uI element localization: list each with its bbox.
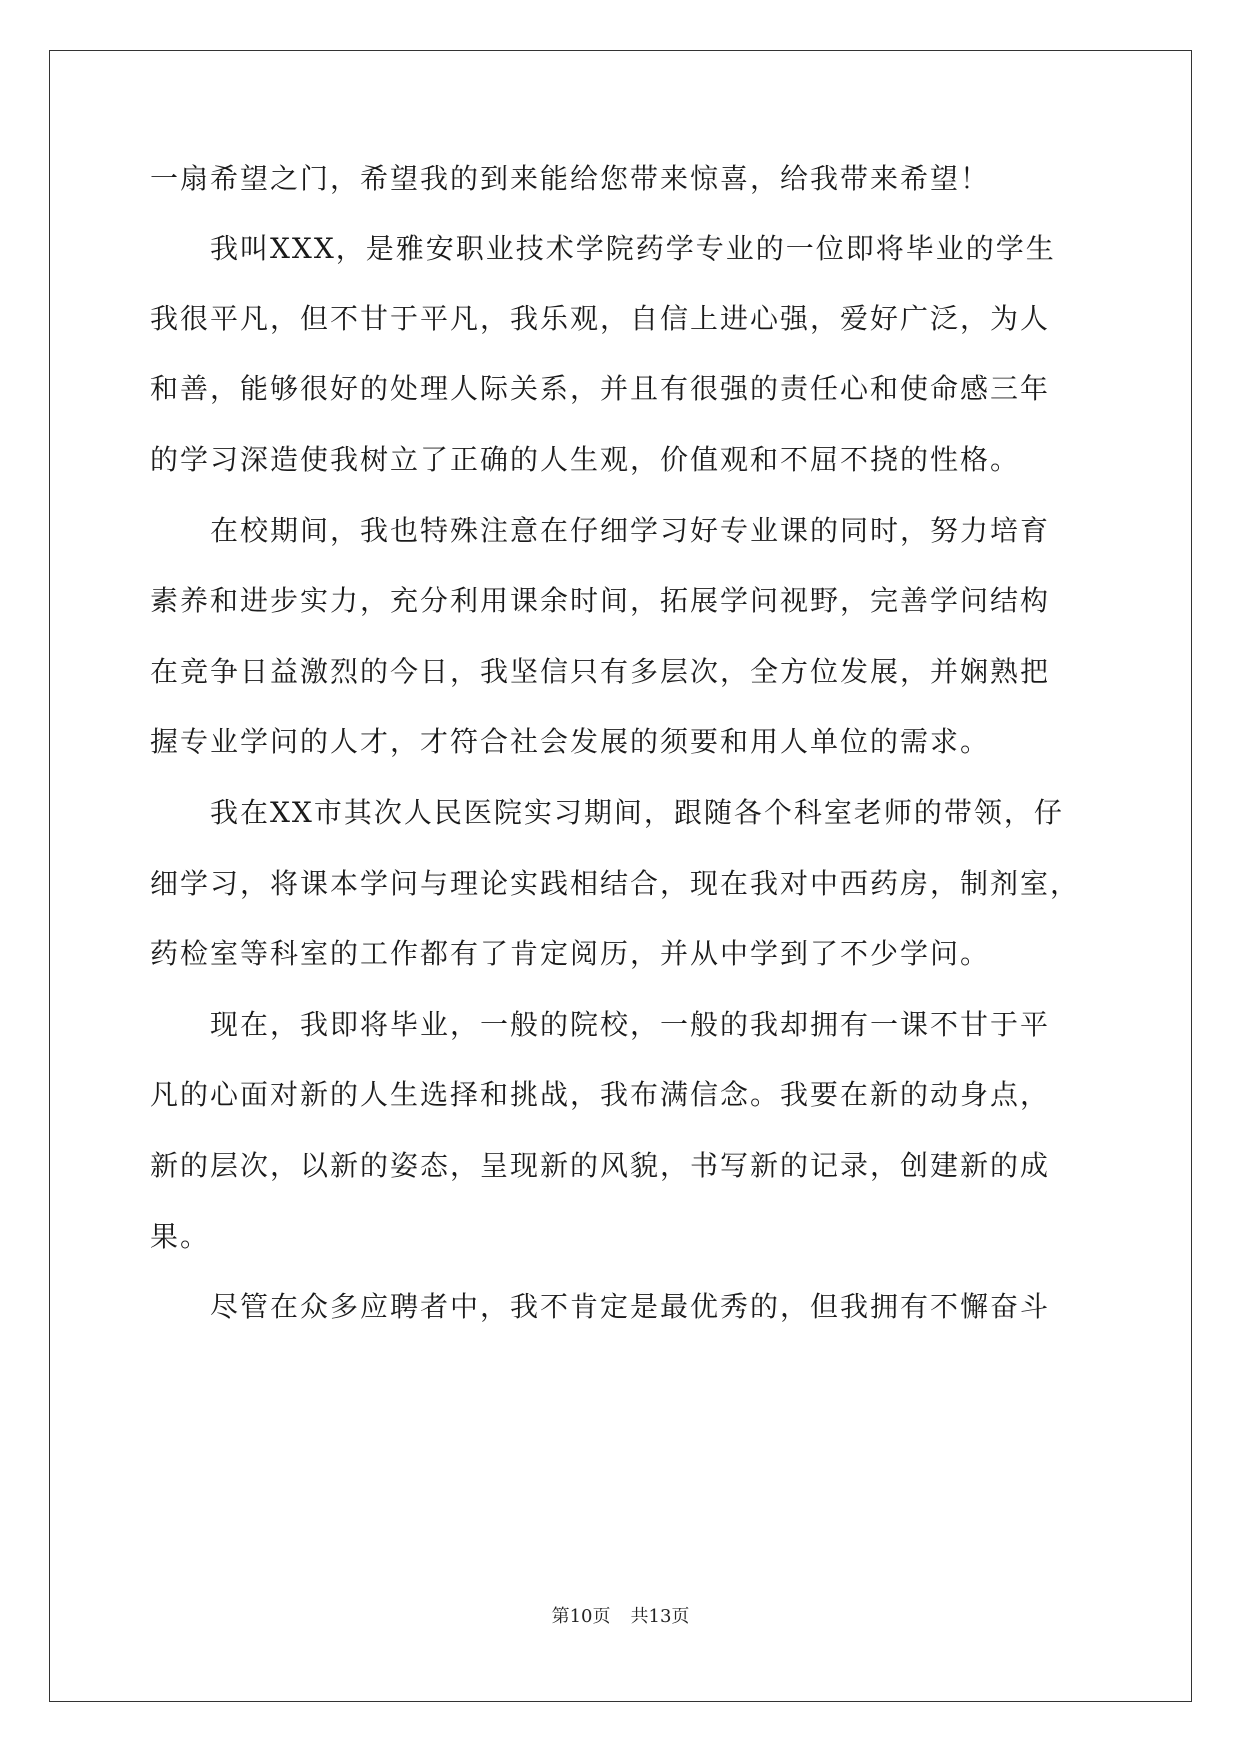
text-line: 凡的心面对新的人生选择和挑战，我布满信念。我要在新的动身点， xyxy=(150,1078,1051,1111)
text-line: 细学习，将课本学问与理论实践相结合，现在我对中西药房，制剂室， xyxy=(150,867,1081,900)
text-line: 尽管在众多应聘者中，我不肯定是最优秀的，但我拥有不懈奋斗 xyxy=(150,1290,1051,1323)
text-line: 和善，能够很好的处理人际关系，并且有很强的责任心和使命感三年 xyxy=(150,372,1051,405)
text-line: 在校期间，我也特殊注意在仔细学习好专业课的同时，努力培育 xyxy=(150,514,1051,547)
text-line: 新的层次，以新的姿态，呈现新的风貌，书写新的记录，创建新的成 xyxy=(150,1149,1051,1182)
text-line: 我在XX市其次人民医院实习期间，跟随各个科室老师的带领，仔 xyxy=(150,796,1064,829)
text-line: 我很平凡，但不甘于平凡，我乐观，自信上进心强，爱好广泛，为人 xyxy=(150,302,1051,335)
text-line: 现在，我即将毕业，一般的院校，一般的我却拥有一课不甘于平 xyxy=(150,1008,1051,1041)
page-footer xyxy=(0,1602,1241,1628)
text-line: 在竞争日益激烈的今日，我坚信只有多层次，全方位发展，并娴熟把 xyxy=(150,655,1051,688)
text-line: 药检室等科室的工作都有了肯定阅历，并从中学到了不少学问。 xyxy=(150,937,991,970)
text-line: 的学习深造使我树立了正确的人生观，价值观和不屈不挠的性格。 xyxy=(150,443,1021,476)
text-line: 我叫XXX，是雅安职业技术学院药学专业的一位即将毕业的学生 xyxy=(150,232,1056,265)
page-number-current: 第10页 xyxy=(551,1606,611,1627)
text-line: 握专业学问的人才，才符合社会发展的须要和用人单位的需求。 xyxy=(150,725,991,758)
text-line: 一扇希望之门，希望我的到来能给您带来惊喜，给我带来希望！ xyxy=(150,162,991,195)
page-number-total: 共13页 xyxy=(630,1606,690,1627)
text-line: 素养和进步实力，充分利用课余时间，拓展学问视野，完善学问结构 xyxy=(150,584,1051,617)
text-line: 果。 xyxy=(150,1220,211,1253)
